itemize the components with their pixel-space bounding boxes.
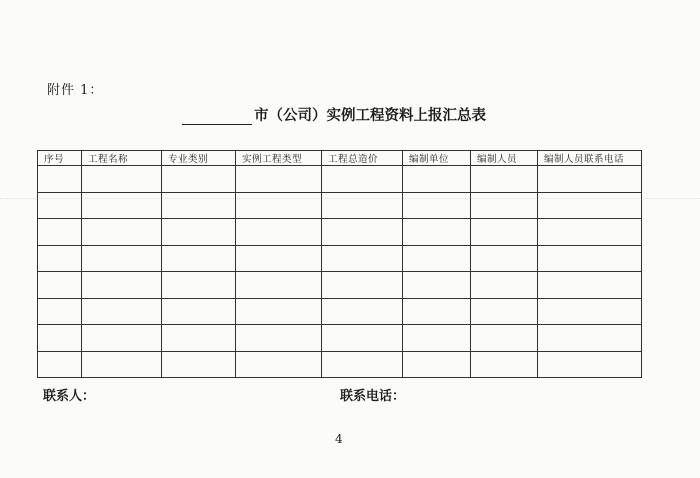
table-cell[interactable] [538, 325, 642, 352]
table-cell[interactable] [162, 245, 236, 272]
table-cell[interactable] [38, 192, 82, 219]
contact-phone-label: 联系电话： [340, 389, 406, 404]
header-compiling-unit: 编制单位 [403, 151, 471, 166]
table-cell[interactable] [38, 325, 82, 352]
table-cell[interactable] [538, 245, 642, 272]
table-cell[interactable] [236, 219, 322, 246]
table-cell[interactable] [403, 351, 471, 378]
table-row [38, 166, 642, 193]
table-cell[interactable] [82, 351, 162, 378]
table-cell[interactable] [403, 219, 471, 246]
table-cell[interactable] [403, 325, 471, 352]
table-cell[interactable] [236, 272, 322, 299]
table-cell[interactable] [538, 219, 642, 246]
table-cell[interactable] [538, 192, 642, 219]
header-total-cost: 工程总造价 [322, 151, 403, 166]
table-cell[interactable] [162, 298, 236, 325]
table-cell[interactable] [82, 219, 162, 246]
table-cell[interactable] [38, 298, 82, 325]
table-row [38, 272, 642, 299]
table-cell[interactable] [82, 166, 162, 193]
header-project-name: 工程名称 [82, 151, 162, 166]
table-cell[interactable] [38, 245, 82, 272]
table-cell[interactable] [236, 298, 322, 325]
table-cell[interactable] [538, 272, 642, 299]
header-serial-number: 序号 [38, 151, 82, 166]
table-cell[interactable] [236, 245, 322, 272]
header-compiler-phone: 编制人员联系电话 [538, 151, 642, 166]
table-row [38, 351, 642, 378]
table-cell[interactable] [471, 166, 538, 193]
title-text: 市（公司）实例工程资料上报汇总表 [254, 107, 486, 124]
table-cell[interactable] [236, 192, 322, 219]
table-row [38, 192, 642, 219]
table-row [38, 298, 642, 325]
summary-table [37, 150, 642, 378]
table-cell[interactable] [162, 325, 236, 352]
table-cell[interactable] [538, 351, 642, 378]
table-cell[interactable] [38, 351, 82, 378]
table-cell[interactable] [471, 192, 538, 219]
table-cell[interactable] [82, 245, 162, 272]
table-cell[interactable] [322, 325, 403, 352]
table-cell[interactable] [471, 219, 538, 246]
header-compiler: 编制人员 [471, 151, 538, 166]
table-cell[interactable] [322, 245, 403, 272]
table-cell[interactable] [471, 272, 538, 299]
table-cell[interactable] [403, 298, 471, 325]
contact-person-label: 联系人： [43, 389, 96, 404]
table-body [38, 166, 642, 378]
table-cell[interactable] [162, 219, 236, 246]
table-cell[interactable] [471, 298, 538, 325]
table-cell[interactable] [403, 192, 471, 219]
table-cell[interactable] [538, 166, 642, 193]
table-row [38, 219, 642, 246]
table-row [38, 325, 642, 352]
table-cell[interactable] [162, 192, 236, 219]
table-cell[interactable] [236, 351, 322, 378]
table-cell[interactable] [38, 219, 82, 246]
table-cell[interactable] [322, 219, 403, 246]
attachment-label: 附件 1： [47, 83, 104, 98]
table-cell[interactable] [236, 166, 322, 193]
table-cell[interactable] [403, 272, 471, 299]
table-cell[interactable] [403, 166, 471, 193]
table-header-row [38, 151, 642, 166]
table-cell[interactable] [38, 166, 82, 193]
table-cell[interactable] [403, 245, 471, 272]
table-cell[interactable] [162, 272, 236, 299]
table-cell[interactable] [82, 325, 162, 352]
title-blank-underline [182, 108, 252, 125]
table-cell[interactable] [322, 272, 403, 299]
table-cell[interactable] [322, 351, 403, 378]
table-cell[interactable] [471, 325, 538, 352]
header-project-type: 实例工程类型 [236, 151, 322, 166]
table-cell[interactable] [162, 166, 236, 193]
table-cell[interactable] [322, 298, 403, 325]
table-cell[interactable] [471, 351, 538, 378]
table-cell[interactable] [471, 245, 538, 272]
table-cell[interactable] [236, 325, 322, 352]
table-cell[interactable] [82, 298, 162, 325]
table-cell[interactable] [322, 166, 403, 193]
table-cell[interactable] [82, 272, 162, 299]
table-cell[interactable] [82, 192, 162, 219]
header-specialty-category: 专业类别 [162, 151, 236, 166]
table-cell[interactable] [322, 192, 403, 219]
table-cell[interactable] [38, 272, 82, 299]
page-number: 4 [335, 432, 343, 446]
table-cell[interactable] [162, 351, 236, 378]
table-row [38, 245, 642, 272]
page-title [182, 104, 486, 125]
table-cell[interactable] [538, 298, 642, 325]
